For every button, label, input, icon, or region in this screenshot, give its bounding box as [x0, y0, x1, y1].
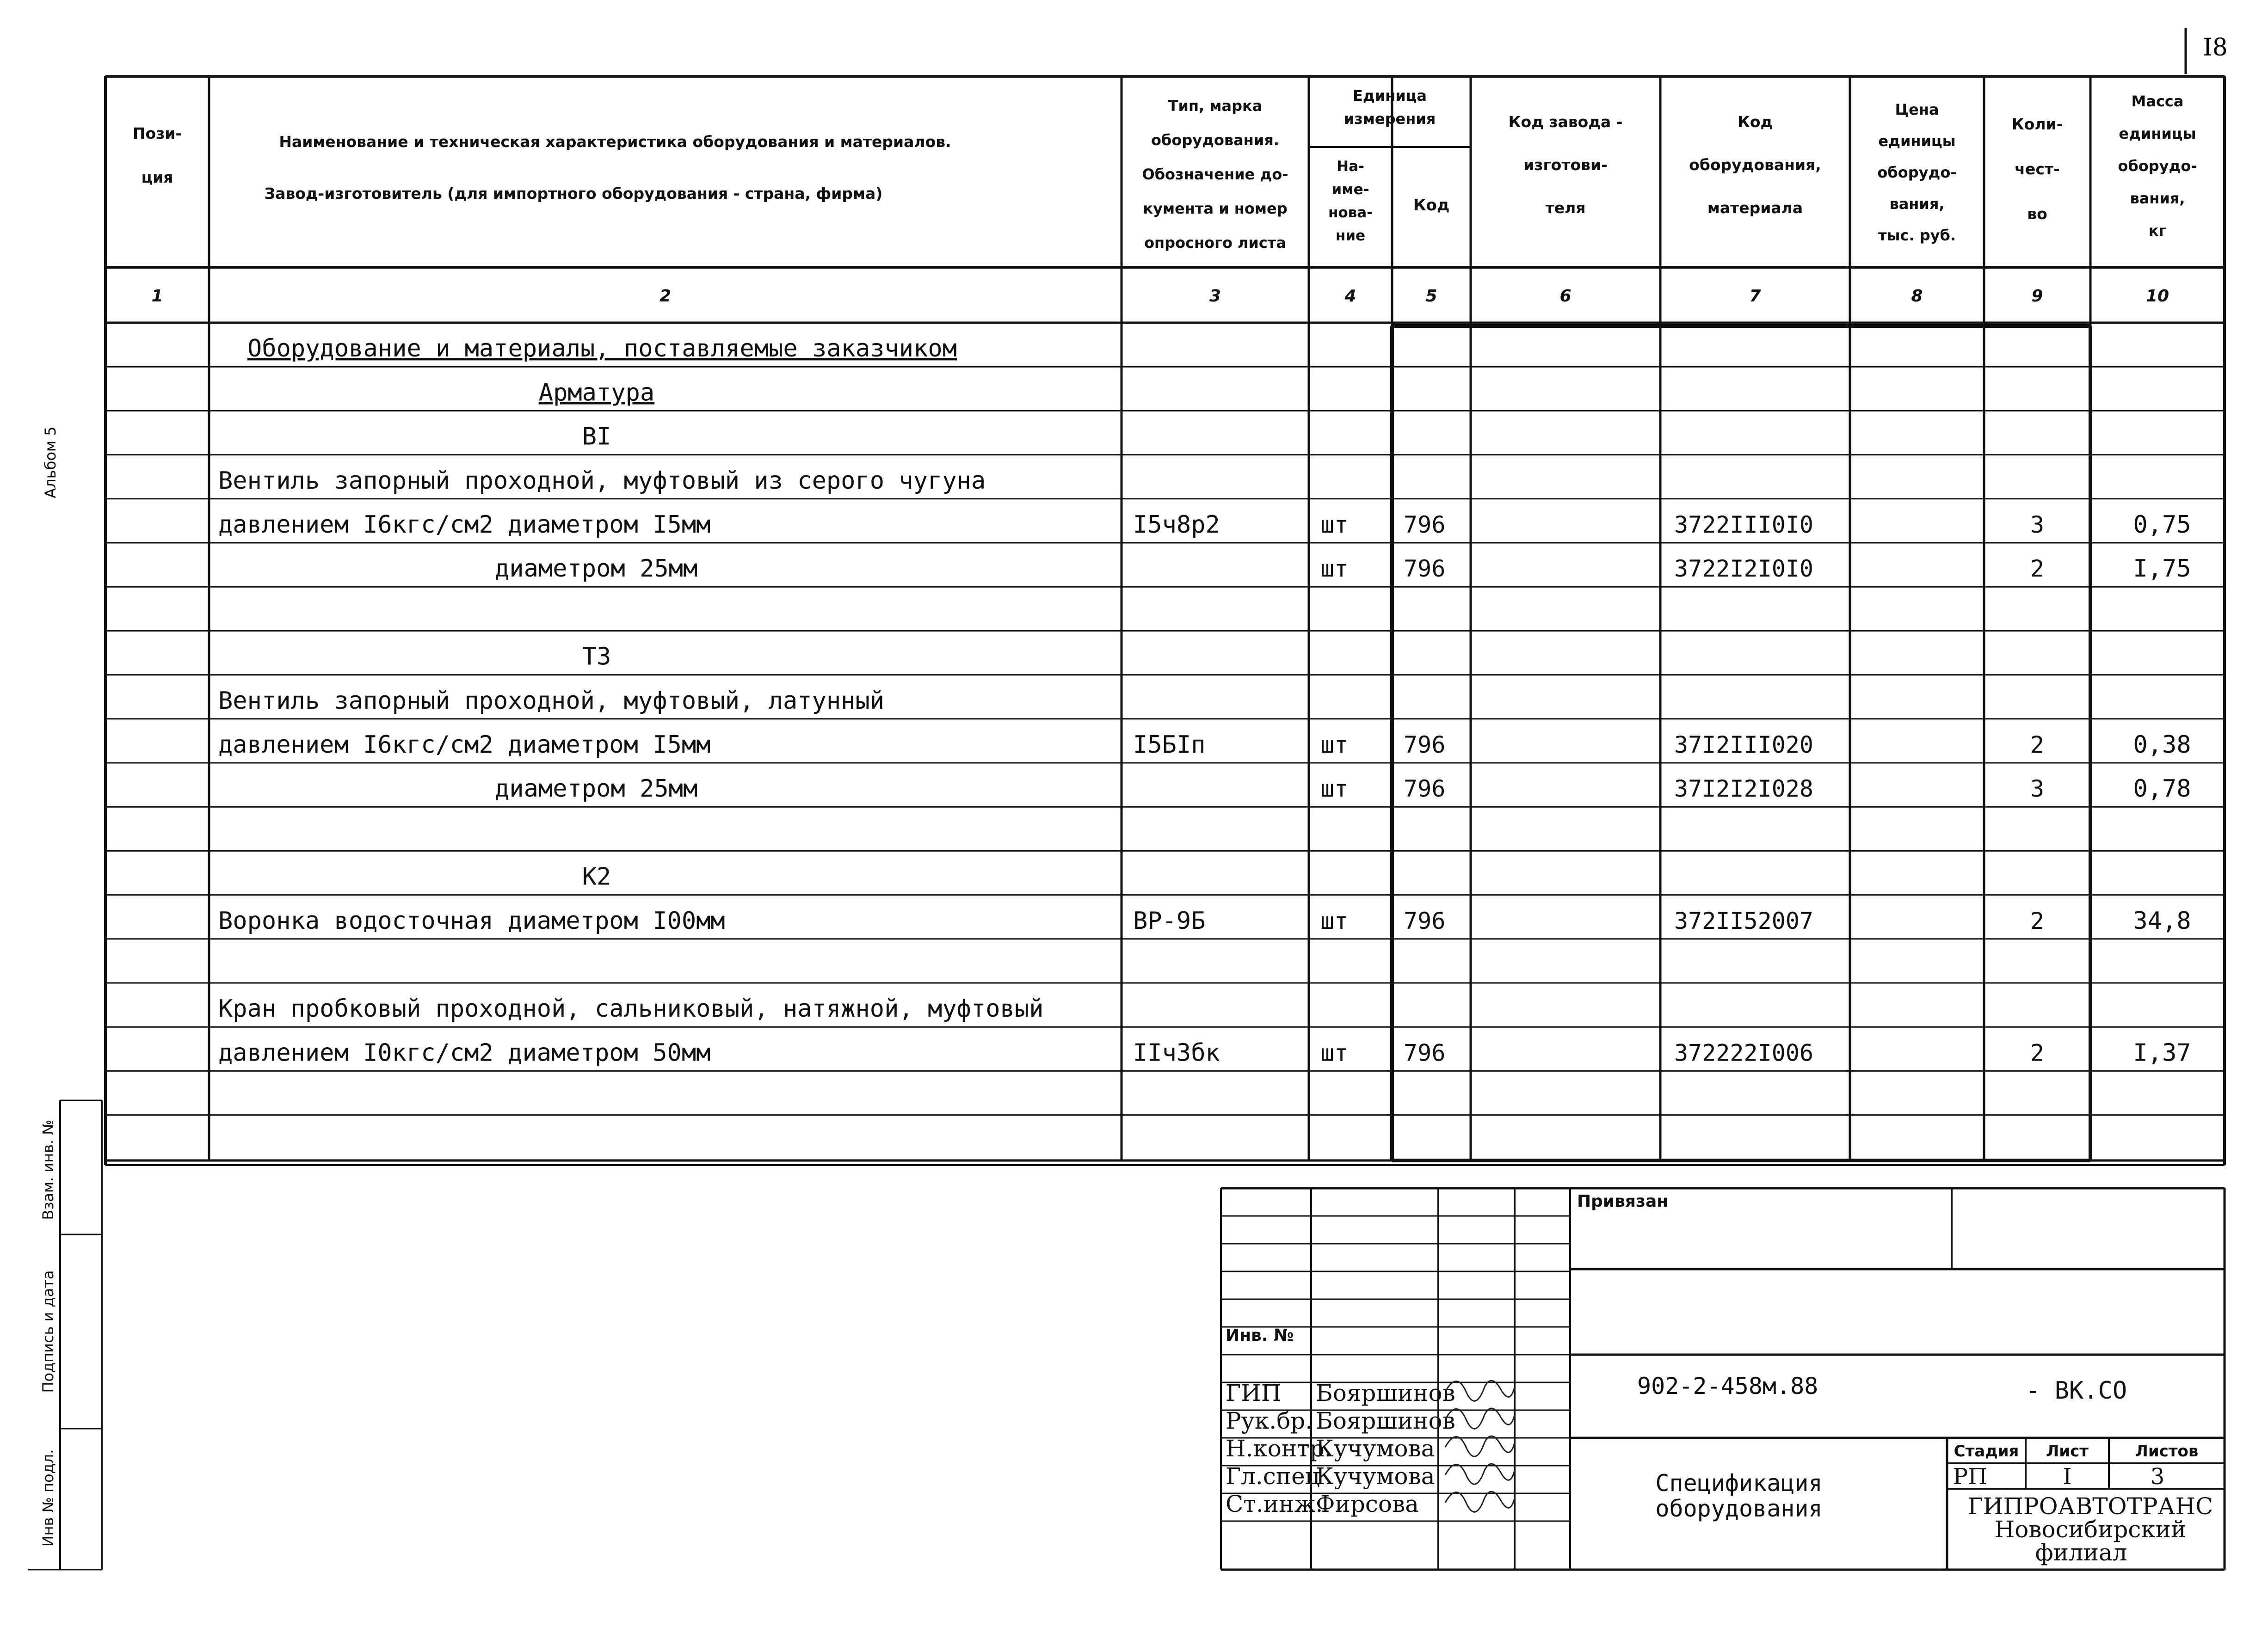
row-name: Вентиль запорный проходной, муфтовый из серого чугуна: [218, 467, 986, 495]
signatory-name: Кучумова: [1316, 1463, 1435, 1490]
column-number: 7: [1749, 287, 1761, 306]
header-c1: Пози-: [132, 124, 182, 142]
row-type: IIч3бк: [1133, 1039, 1220, 1067]
signatory-row: [1226, 1407, 1515, 1434]
inv-no-label: Инв. №: [1226, 1326, 1294, 1345]
sheet-number-box: [2186, 28, 2228, 74]
doc-title: Спецификация: [1655, 1470, 1823, 1497]
column-number: 6: [1559, 287, 1572, 306]
row-equip-code: 37I2I2I028: [1674, 775, 1814, 803]
header-c7: материала: [1707, 199, 1803, 217]
header-c3: оборудования.: [1151, 131, 1279, 149]
org-name: филиал: [2035, 1539, 2127, 1566]
stage-label: Стадия: [1954, 1442, 2019, 1461]
signature-icon: [1445, 1436, 1515, 1456]
side-inv-podl: Инв № подл.: [39, 1449, 57, 1547]
row-mass: I,37: [2133, 1039, 2191, 1067]
header-c8: оборудо-: [1877, 164, 1957, 181]
doc-suffix: - ВК.СО: [2026, 1377, 2127, 1405]
row-mass: 0,75: [2133, 511, 2191, 539]
org-name: ГИПРОАВТОТРАНС: [1967, 1493, 2213, 1520]
header-c6: изготови-: [1523, 156, 1608, 174]
row-unit: шт: [1320, 555, 1349, 583]
header-c4: На-: [1337, 158, 1364, 175]
row-name: Вентиль запорный проходной, муфтовый, латунный: [218, 687, 885, 715]
header-unit_group: измерения: [1344, 110, 1436, 128]
header-c8: вания,: [1889, 195, 1945, 213]
sheets-label: Листов: [2135, 1442, 2199, 1461]
row-name: Т3: [582, 643, 611, 671]
signatory-role: Н.контр.: [1226, 1435, 1332, 1462]
signatory-role: Ст.инж.: [1226, 1491, 1323, 1517]
sheet-value: I: [2063, 1464, 2072, 1490]
header-c9: Коли-: [2011, 115, 2063, 133]
table-row: [495, 555, 2191, 583]
signatory-row: [1226, 1463, 1515, 1490]
header-c10: оборудо-: [2118, 157, 2197, 175]
header-c4: ние: [1335, 227, 1366, 244]
row-unit-code: 796: [1404, 555, 1446, 583]
row-mass: 0,38: [2133, 731, 2191, 759]
table-row: [495, 775, 2191, 803]
row-qty: 2: [2030, 731, 2045, 758]
header-c4: име-: [1331, 181, 1369, 198]
table-row: [247, 335, 957, 362]
header-c8: тыс. руб.: [1878, 227, 1956, 244]
sheets-value: 3: [2150, 1464, 2165, 1490]
sheet-number: I8: [2203, 34, 2228, 61]
row-qty: 2: [2030, 1039, 2045, 1067]
row-unit-code: 796: [1404, 1039, 1446, 1067]
column-number: 8: [1911, 287, 1923, 306]
row-unit: шт: [1320, 1039, 1349, 1067]
header-c6: Код завода -: [1508, 113, 1623, 131]
column-number-row: [151, 287, 2169, 306]
header-c3: Обозначение до-: [1142, 166, 1288, 183]
header-c9: чест-: [2015, 160, 2060, 178]
table-row: [582, 643, 611, 671]
header-c2: Завод-изготовитель (для импортного оборудования - страна, фирма): [264, 184, 883, 203]
row-equip-code: 372II52007: [1674, 907, 1814, 934]
table-row: [218, 1039, 2191, 1067]
row-unit-code: 796: [1404, 731, 1446, 758]
row-name: Арматура: [538, 379, 655, 407]
header-c3: опросного листа: [1144, 234, 1286, 252]
row-name: диаметром 25мм: [495, 555, 698, 583]
row-name: давлением I6кгс/см2 диаметром I5мм: [218, 511, 711, 539]
row-mass: 34,8: [2133, 907, 2191, 935]
header-c7: Код: [1737, 113, 1773, 131]
header-c8: единицы: [1878, 132, 1956, 150]
signatory-row: [1226, 1435, 1515, 1462]
column-number: 9: [2031, 287, 2043, 306]
row-mass: 0,78: [2133, 775, 2191, 803]
signature-icon: [1445, 1464, 1515, 1484]
signature-icon: [1445, 1381, 1515, 1401]
stage-value: РП: [1953, 1464, 1988, 1490]
header-c6: теля: [1545, 199, 1586, 217]
album-label: Альбом 5: [42, 426, 59, 498]
row-unit-code: 796: [1404, 907, 1446, 934]
header-c10: единицы: [2119, 125, 2196, 142]
signatory-role: ГИП: [1226, 1380, 1282, 1406]
column-number: 1: [151, 287, 163, 306]
row-equip-code: 372222I006: [1674, 1039, 1814, 1067]
doc-title: оборудования: [1655, 1495, 1823, 1522]
column-number: 10: [2145, 287, 2169, 306]
row-name: Оборудование и материалы, поставляемые заказчиком: [247, 335, 957, 363]
table-row: [218, 995, 1043, 1023]
side-vzam: Взам. инв. №: [39, 1119, 57, 1220]
header-c10: Масса: [2131, 92, 2184, 110]
sheet-label: Лист: [2046, 1442, 2089, 1461]
row-qty: 3: [2030, 511, 2045, 538]
column-number: 4: [1344, 287, 1356, 306]
signatory-row: [1226, 1491, 1515, 1517]
header-c10: вания,: [2130, 190, 2185, 207]
table-row: [218, 731, 2191, 759]
row-equip-code: 3722I2I0I0: [1674, 555, 1814, 583]
table-body: [218, 335, 2191, 1067]
row-type: I5БIп: [1133, 731, 1206, 759]
signatory-name: Фирсова: [1316, 1491, 1419, 1517]
signature-icon: [1445, 1408, 1515, 1429]
row-qty: 2: [2030, 555, 2045, 583]
org-name: Новосибирский: [1994, 1516, 2187, 1543]
table-row: [582, 423, 611, 451]
signatory-name: Кучумова: [1316, 1435, 1435, 1462]
row-unit: шт: [1320, 907, 1349, 934]
row-name: К2: [582, 863, 611, 891]
row-name: BI: [582, 423, 611, 451]
column-number: 5: [1425, 287, 1437, 306]
side-podpis: Подпись и дата: [39, 1270, 57, 1393]
signature-icon: [1445, 1492, 1515, 1512]
row-qty: 3: [2030, 775, 2045, 803]
title-block: [1221, 1188, 2225, 1570]
header-c4: нова-: [1328, 204, 1373, 221]
table-row: [218, 467, 986, 495]
row-qty: 2: [2030, 907, 2045, 934]
header-c1: ция: [141, 168, 173, 186]
privyazan-label: Привязан: [1577, 1192, 1669, 1211]
header-c10: кг: [2148, 222, 2167, 239]
signatory-row: [1226, 1380, 1515, 1406]
column-number: 3: [1209, 287, 1221, 306]
header-c3: кумента и номер: [1143, 200, 1288, 217]
header-c5: Код: [1413, 196, 1450, 215]
header-unit_group: Единица: [1353, 87, 1427, 104]
row-unit: шт: [1320, 775, 1349, 803]
header-c2: Наименование и техническая характеристика оборудования и материалов.: [279, 133, 951, 151]
table-row: [218, 687, 884, 715]
table-row: [218, 907, 2191, 935]
doc-code: 902-2-458м.88: [1637, 1373, 1818, 1400]
signatory-role: Гл.спец: [1226, 1463, 1320, 1490]
side-stamp: [28, 1100, 102, 1570]
row-equip-code: 37I2III020: [1674, 731, 1814, 758]
table-header: [133, 87, 2197, 252]
table-row: [582, 863, 611, 891]
row-name: давлением I6кгс/см2 диаметром I5мм: [218, 731, 711, 759]
signatory-name: Бояршинов: [1316, 1380, 1455, 1406]
header-c8: Цена: [1895, 101, 1939, 118]
header-c9: во: [2027, 205, 2047, 223]
row-name: Воронка водосточная диаметром I00мм: [218, 907, 725, 935]
signatory-role: Рук.бр.: [1226, 1407, 1313, 1434]
row-type: I5ч8р2: [1133, 511, 1220, 539]
column-number: 2: [659, 287, 672, 306]
header-c7: оборудования,: [1689, 156, 1821, 174]
signatory-name: Бояршинов: [1316, 1407, 1455, 1434]
header-c3: Тип, марка: [1168, 97, 1263, 115]
row-name: диаметром 25мм: [495, 775, 698, 803]
row-unit-code: 796: [1404, 511, 1446, 538]
row-name: давлением I0кгс/см2 диаметром 50мм: [218, 1039, 711, 1067]
row-type: ВР-9Б: [1133, 907, 1206, 935]
row-unit: шт: [1320, 731, 1349, 758]
table-row: [218, 511, 2191, 539]
table-row: [539, 379, 654, 406]
row-equip-code: 3722III0I0: [1674, 511, 1814, 538]
row-name: Кран пробковый проходной, сальниковый, натяжной, муфтовый: [218, 995, 1044, 1023]
row-unit: шт: [1320, 511, 1349, 538]
row-unit-code: 796: [1404, 775, 1446, 803]
row-mass: I,75: [2133, 555, 2191, 583]
